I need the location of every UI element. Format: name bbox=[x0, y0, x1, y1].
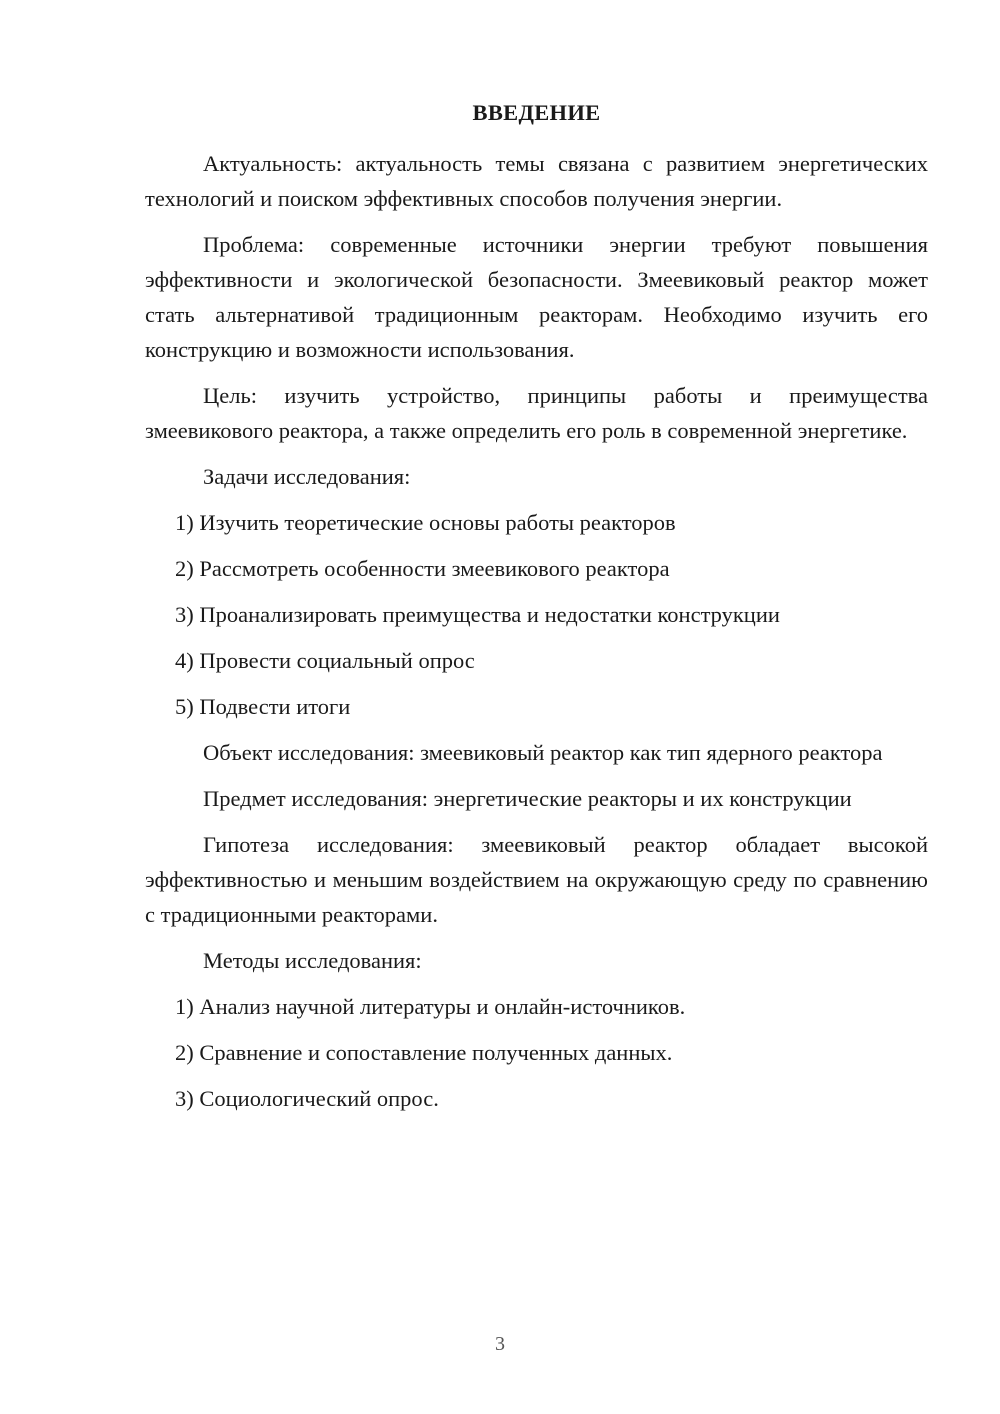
list-item: 4) Провести социальный опрос bbox=[175, 648, 475, 673]
methods-title: Методы исследования: bbox=[203, 948, 422, 973]
list-item: 1) Анализ научной литературы и онлайн-источников. bbox=[175, 994, 686, 1019]
subject-paragraph: Предмет исследования: энергетические реакторы и их конструкции bbox=[203, 786, 852, 811]
tasks-title: Задачи исследования: bbox=[203, 464, 411, 489]
list-item: 5) Подвести итоги bbox=[175, 694, 351, 719]
problem-paragraph: Проблема: современные источники энергии требуют повышения эффективности и экологической безопасности. Змеевиковый реактор может стать альтернативой традиционным реакторам. Необходимо изучить его конструкцию и возможности использования. bbox=[145, 232, 928, 362]
methods-list bbox=[145, 989, 928, 1116]
relevance-paragraph: Актуальность: актуальность темы связана с развитием энергетических технологий и поиском эффективных способов получения энергии. bbox=[145, 151, 928, 211]
document-page bbox=[145, 95, 928, 1127]
goal-paragraph: Цель: изучить устройство, принципы работы и преимущества змеевикового реактора, а также определить его роль в современной энергетике. bbox=[145, 383, 928, 443]
page-number: 3 bbox=[495, 1333, 505, 1355]
tasks-list bbox=[145, 505, 928, 724]
section-heading: ВВЕДЕНИЕ bbox=[472, 100, 601, 125]
list-item: 2) Сравнение и сопоставление полученных данных. bbox=[175, 1040, 673, 1065]
list-item: 2) Рассмотреть особенности змеевикового реактора bbox=[175, 556, 670, 581]
object-paragraph: Объект исследования: змеевиковый реактор как тип ядерного реактора bbox=[203, 740, 883, 765]
hypothesis-paragraph: Гипотеза исследования: змеевиковый реактор обладает высокой эффективностью и меньшим воздействием на окружающую среду по сравнению с традиционными реакторами. bbox=[145, 832, 928, 927]
list-item: 1) Изучить теоретические основы работы реакторов bbox=[175, 510, 676, 535]
list-item: 3) Проанализировать преимущества и недостатки конструкции bbox=[175, 602, 780, 627]
list-item: 3) Социологический опрос. bbox=[175, 1086, 439, 1111]
